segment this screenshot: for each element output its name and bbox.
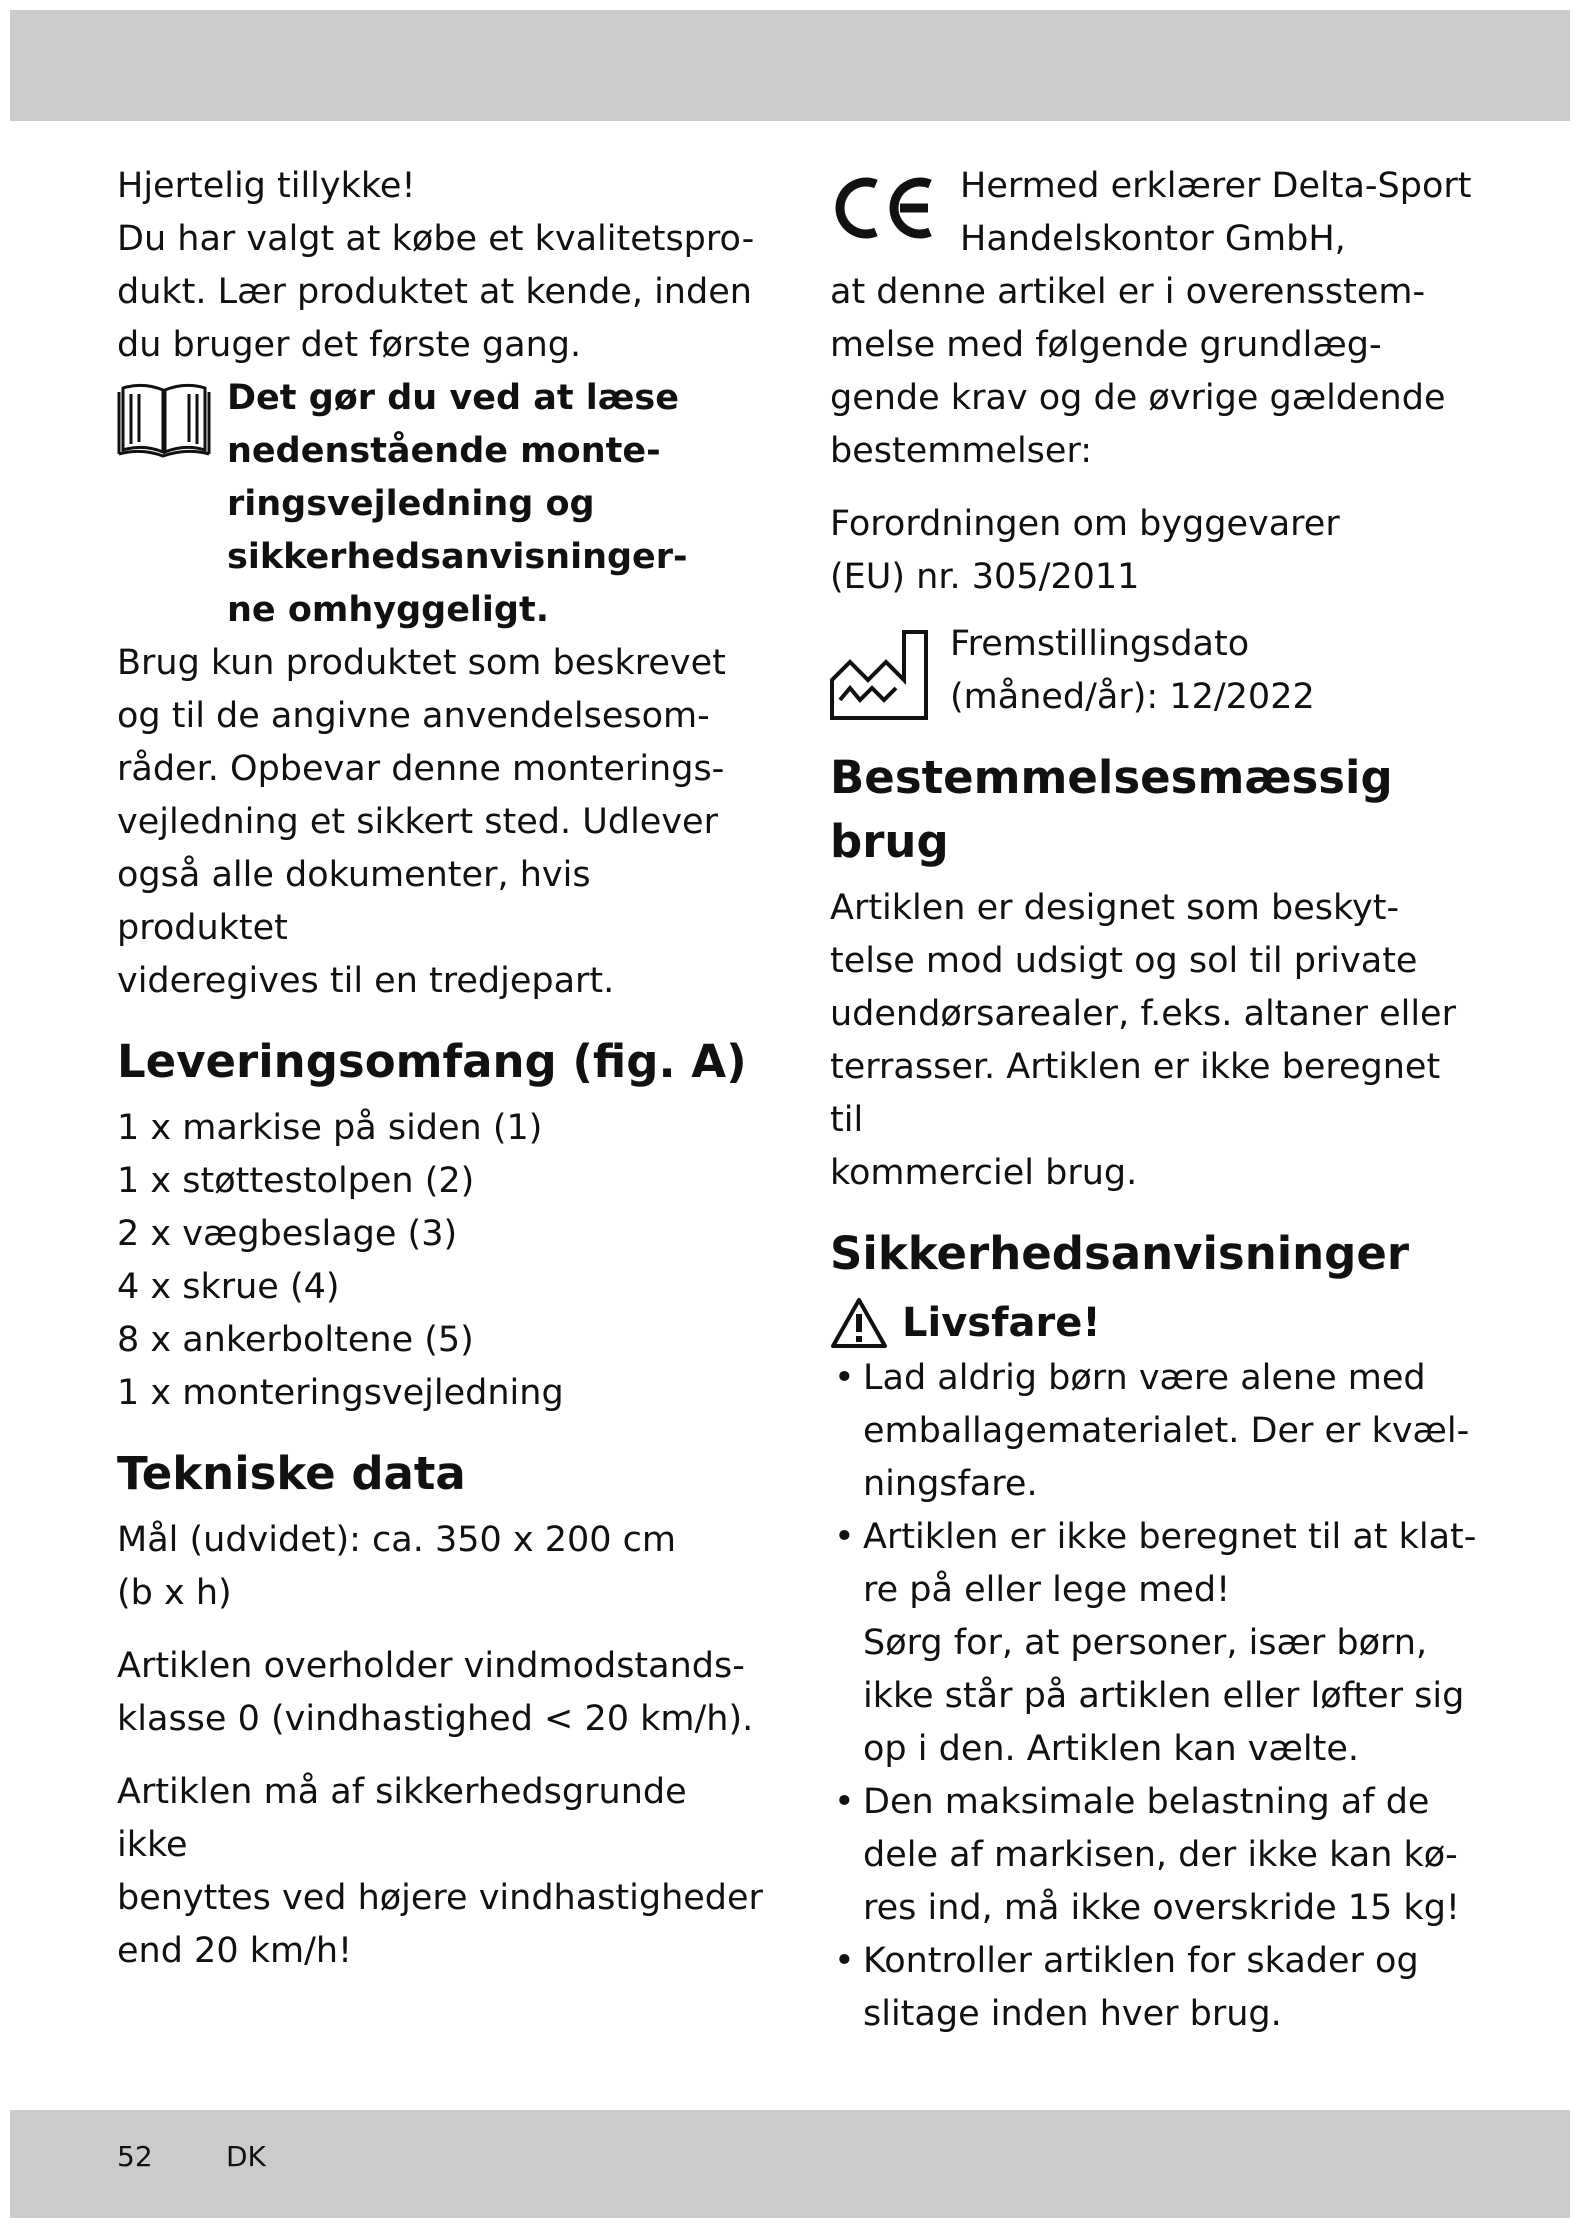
usage-line: vejledning et sikkert sted. Udlever	[117, 802, 718, 842]
left-column	[117, 160, 767, 1978]
safety-line: • Kontroller artiklen for skader og	[863, 1941, 1419, 1981]
heading-line: brug	[830, 815, 949, 868]
intro-line: du bruger det første gang.	[117, 325, 582, 365]
note-line: ringsvejledning og	[227, 484, 595, 524]
safety-list	[830, 1352, 1480, 2041]
safety-line: • Artiklen er ikke beregnet til at klat-	[863, 1517, 1477, 1557]
mfg-line: (måned/år): 12/2022	[950, 677, 1315, 717]
tech-line: Mål (udvidet): ca. 350 x 200 cm	[117, 1520, 677, 1560]
read-instructions-note	[117, 372, 767, 637]
safety-line: res ind, må ikke overskride 15 kg!	[863, 1888, 1460, 1928]
safety-line: Sørg for, at personer, især børn,	[863, 1623, 1428, 1663]
mfg-line: Fremstillingsdato	[950, 624, 1250, 664]
danger-label: Livsfare!	[902, 1300, 1101, 1346]
safety-item	[830, 1935, 1480, 2041]
safety-line: • Lad aldrig børn være alene med	[863, 1358, 1426, 1398]
usage-line: og til de angivne anvendelsesom-	[117, 696, 710, 736]
safety-line: dele af markisen, der ikke kan kø-	[863, 1835, 1458, 1875]
delivery-list	[117, 1102, 767, 1420]
use-line: udendørsarealer, f.eks. altaner eller	[830, 994, 1456, 1034]
note-line: Det gør du ved at læse	[227, 378, 679, 418]
tech-wind-class	[117, 1640, 767, 1746]
safety-item	[830, 1352, 1480, 1511]
usage-line: også alle dokumenter, hvis produktet	[117, 855, 591, 948]
intro-line: Du har valgt at købe et kvalitetspro-	[117, 219, 755, 259]
safety-heading: Sikkerhedsanvisninger	[830, 1227, 1410, 1280]
safety-line: slitage inden hver brug.	[863, 1994, 1282, 2034]
tech-line: end 20 km/h!	[117, 1931, 353, 1971]
note-line: nedenstående monte-	[227, 431, 661, 471]
safety-item	[830, 1776, 1480, 1935]
tech-dimensions	[117, 1514, 767, 1620]
safety-line: op i den. Artiklen kan vælte.	[863, 1729, 1359, 1769]
use-line: Artiklen er designet som beskyt-	[830, 888, 1400, 928]
header-bar	[10, 10, 1570, 121]
regulation-text	[830, 498, 1480, 604]
usage-line: råder. Opbevar denne monterings-	[117, 749, 725, 789]
use-line: telse mod udsigt og sol til private	[830, 941, 1418, 981]
note-line: ne omhyggeligt.	[227, 590, 550, 630]
ce-line: Handelskontor GmbH,	[960, 219, 1346, 259]
delivery-item: 2 x vægbeslage (3)	[117, 1214, 458, 1254]
use-line: terrasser. Artiklen er ikke beregnet til	[830, 1047, 1441, 1140]
conformity-line: gende krav og de øvrige gældende	[830, 378, 1446, 418]
right-column	[830, 160, 1480, 2041]
intro-text	[117, 160, 767, 372]
conformity-text	[830, 266, 1480, 478]
conformity-line: bestemmelser:	[830, 431, 1093, 471]
note-line: sikkerhedsanvisninger-	[227, 537, 688, 577]
safety-line: ningsfare.	[863, 1464, 1038, 1504]
warning-triangle-icon	[830, 1297, 888, 1349]
tech-line: klasse 0 (vindhastighed < 20 km/h).	[117, 1699, 754, 1739]
safety-line: ikke står på artiklen eller løfter sig	[863, 1676, 1465, 1716]
use-line: kommerciel brug.	[830, 1153, 1138, 1193]
regulation-line: Forordningen om byggevarer	[830, 504, 1340, 544]
tech-line: Artiklen må af sikkerhedsgrunde ikke	[117, 1772, 687, 1865]
tech-safety	[117, 1766, 767, 1978]
conformity-line: at denne artikel er i overensstem-	[830, 272, 1426, 312]
danger-heading	[830, 1294, 1480, 1352]
manufacture-date	[830, 618, 1480, 724]
safety-line: • Den maksimale belastning af de	[863, 1782, 1430, 1822]
open-book-icon	[117, 380, 211, 460]
heading-line: Bestemmelsesmæssig	[830, 751, 1393, 804]
delivery-item: 8 x ankerboltene (5)	[117, 1320, 474, 1360]
delivery-item: 1 x markise på siden (1)	[117, 1108, 543, 1148]
tech-line: benyttes ved højere vindhastigheder	[117, 1878, 763, 1918]
intended-use-text	[830, 882, 1480, 1200]
intro-line: dukt. Lær produktet at kende, inden	[117, 272, 752, 312]
tech-line: Artiklen overholder vindmodstands-	[117, 1646, 745, 1686]
ce-line: Hermed erklærer Delta-Sport	[960, 166, 1472, 206]
conformity-line: melse med følgende grundlæg-	[830, 325, 1382, 365]
delivery-item: 4 x skrue (4)	[117, 1267, 340, 1307]
page-number: 52	[117, 2140, 153, 2173]
ce-declaration	[830, 160, 1480, 266]
intro-line: Hjertelig tillykke!	[117, 166, 416, 206]
factory-date-icon	[830, 630, 930, 720]
regulation-line: (EU) nr. 305/2011	[830, 557, 1140, 597]
usage-line: Brug kun produktet som beskrevet	[117, 643, 726, 683]
delivery-heading: Leveringsomfang (fig. A)	[117, 1035, 747, 1088]
intended-use-heading	[830, 746, 1480, 874]
tech-heading: Tekniske data	[117, 1447, 466, 1500]
delivery-item: 1 x monteringsvejledning	[117, 1373, 564, 1413]
safety-item	[830, 1511, 1480, 1776]
usage-line: videregives til en tredjepart.	[117, 961, 615, 1001]
language-code: DK	[226, 2140, 266, 2173]
delivery-item: 1 x støttestolpen (2)	[117, 1161, 475, 1201]
safety-line: emballagematerialet. Der er kvæl-	[863, 1411, 1470, 1451]
tech-line: (b x h)	[117, 1573, 232, 1613]
usage-text	[117, 637, 767, 1008]
safety-line: re på eller lege med!	[863, 1570, 1231, 1610]
ce-mark-icon	[830, 176, 940, 240]
